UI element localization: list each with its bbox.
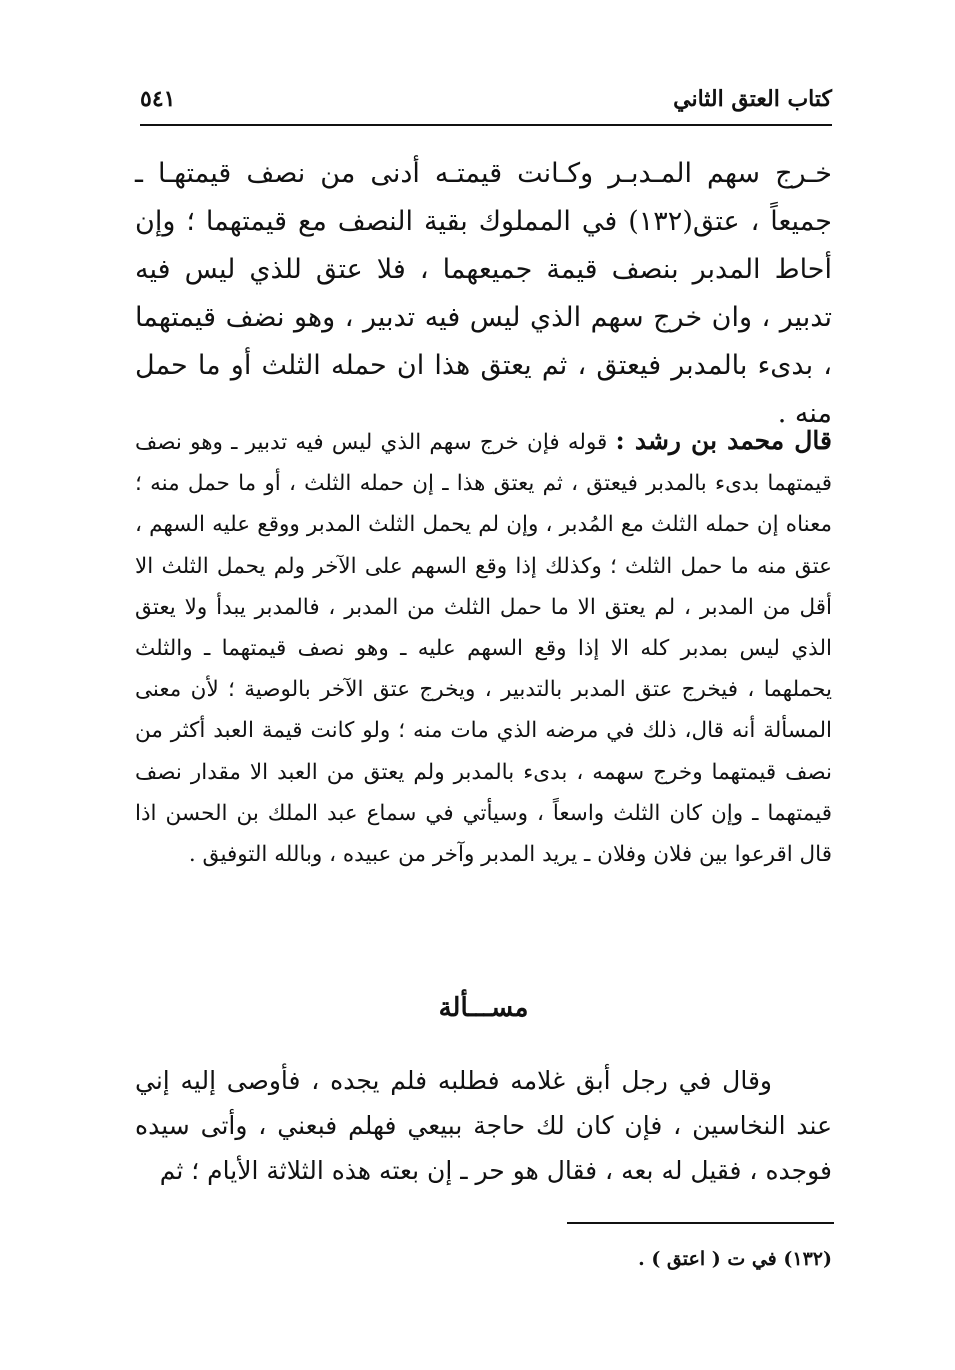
paragraph-3: وقال في رجل أبق غلامه فطلبه فلم يجده ، فأوصى إليه إني عند النخاسين ، فإن كان لك حاجة ببيعي فهلم فبعني ، وأتى سيده فوجده ، فقيل له بعه ، فقال هو حر ـ إن بعته هذه الثلاثة الأيام ؛ ثم <box>135 1066 832 1185</box>
page-number: ٥٤١ <box>140 86 176 112</box>
commentary-body: قوله فإن خرج سهم الذي ليس فيه تدبير ـ وهو نصف قيمتهما بدىء بالمدبر فيعتق ، ثم يعتق هذا ـ إن حمله الثلث ، أو ما حمل منه ؛ معناه إن حمله الثلث مع المُدبر ، وإن لم يحمل الثلث المدبر ووقع عليه السهم ، عتق منه ما حمل الثلث ؛ وكذلك إذا وقع السهم على الآخر ولم يحمل الثلث الا أقل من المدبر ، لم يعتق الا ما حمل الثلث من المدبر ، فالمدبر يبدأ ولا يعتق الذي ليس بمدبر كله الا إذا وقع السهم عليه ـ وهو نصف قيمتهما ـ والثلث يحملهما ، فيخرج عتق المدبر بالتدبير ، ويخرج عتق الآخر بالوصية ؛ لأن معنى المسألة أنه قال، ذلك في مرضه الذي مات منه ؛ ولو كانت قيمة العبد أكثر من نصف قيمتهما وخرج سهمه ، بدىء بالمدبر ولم يعتق من العبد الا مقدار نصف قيمتهما ـ وإن كان الثلث واسعاً ، وسيأتي في سماع عبد الملك بن الحسن اذا قال اقرعوا بين فلان وفلان ـ يريد المدبر وآخر من عبيده ، وبالله التوفيق . <box>135 430 832 868</box>
footnote-divider <box>567 1222 834 1224</box>
paragraph-2 <box>135 420 832 875</box>
running-title: كتاب العتق الثاني <box>673 86 832 112</box>
paragraph-1: خـرج سهم المـدبـر وكـانت قيمتـه أدنى من نصف قيمتهـا ـ جميعاً ، عتق(١٣٢) في المملوك بقية النصف مع قيمتهما ؛ وإن أحاط المدبر بنصف قيمة جميعهما ، فلا عتق للذي ليس فيه تدبير ، وان خرج سهم الذي ليس فيه تدبير ، وهو نضف قيمتهما ، بدىء بالمدبر فيعتق ، ثم يعتق هذا ان حمله الثلث أو ما حمل منه . <box>135 158 832 429</box>
page-header <box>140 86 832 126</box>
footnote: (١٣٢) في ت ( اعتق ) . <box>638 1248 832 1270</box>
section-heading: مســـألة <box>438 993 529 1023</box>
commentary-lead: قال محمد بن رشد : <box>615 426 833 455</box>
